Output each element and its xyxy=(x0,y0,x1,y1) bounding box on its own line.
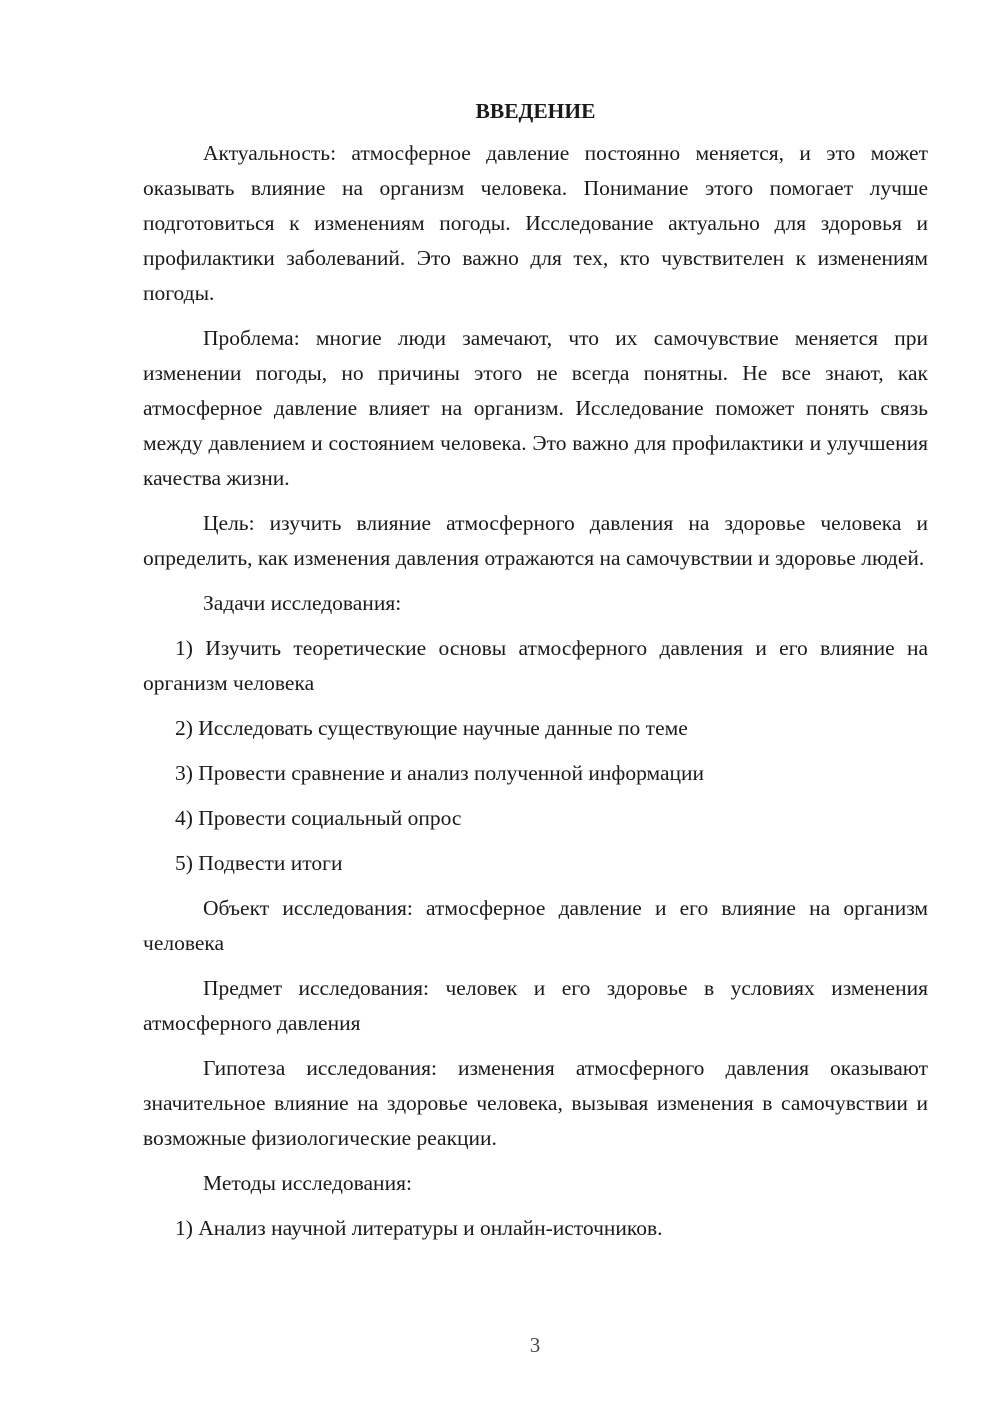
task-item-4: 4) Провести социальный опрос xyxy=(175,806,462,830)
task-item-2: 2) Исследовать существующие научные данные по теме xyxy=(175,716,688,740)
page-content xyxy=(143,96,928,1256)
paragraph-goal: Цель: изучить влияние атмосферного давления на здоровье человека и определить, как изменения давления отражаются на самочувствии и здоровье людей. xyxy=(143,511,928,570)
paragraph-methods-title: Методы исследования: xyxy=(203,1171,412,1195)
paragraph-relevance: Актуальность: атмосферное давление постоянно меняется, и это может оказывать влияние на организм человека. Понимание этого помогает лучше подготовиться к изменениям погоды. Исследование актуально для здоровья и профилактики заболеваний. Это важно для тех, кто чувствителен к изменениям погоды. xyxy=(143,141,928,305)
section-heading: ВВЕДЕНИЕ xyxy=(475,99,596,123)
paragraph-hypothesis: Гипотеза исследования: изменения атмосферного давления оказывают значительное влияние на здоровье человека, вызывая изменения в самочувствии и возможные физиологические реакции. xyxy=(143,1056,928,1150)
task-item-5: 5) Подвести итоги xyxy=(175,851,343,875)
paragraph-tasks-title: Задачи исследования: xyxy=(203,591,402,615)
paragraph-object: Объект исследования: атмосферное давление и его влияние на организм человека xyxy=(143,896,928,955)
paragraph-subject: Предмет исследования: человек и его здоровье в условиях изменения атмосферного давления xyxy=(143,976,928,1035)
paragraph-problem: Проблема: многие люди замечают, что их самочувствие меняется при изменении погоды, но причины этого не всегда понятны. Не все знают, как атмосферное давление влияет на организм. Исследование поможет понять связь между давлением и состоянием человека. Это важно для профилактики и улучшения качества жизни. xyxy=(143,326,928,490)
task-item-3: 3) Провести сравнение и анализ полученной информации xyxy=(175,761,705,785)
method-item-1: 1) Анализ научной литературы и онлайн-источников. xyxy=(175,1216,663,1240)
page-number: 3 xyxy=(529,1333,541,1357)
task-item-1: 1) Изучить теоретические основы атмосферного давления и его влияние на организм человека xyxy=(143,636,928,695)
